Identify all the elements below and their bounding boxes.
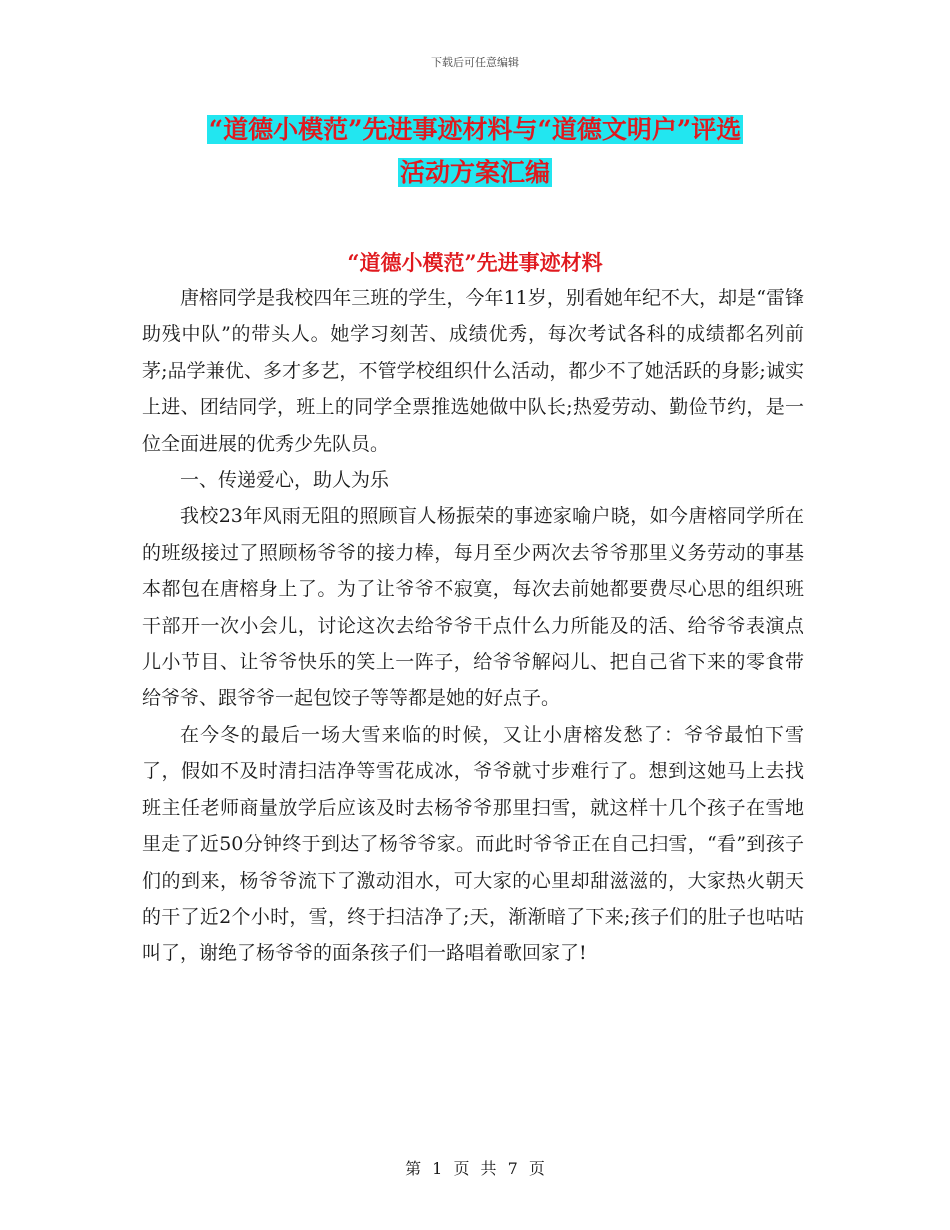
paragraph-heading: 一、传递爱心，助人为乐 [180,469,390,492]
page-number: 第 1 页 共 7 页 [405,1159,545,1178]
title-highlight: “道德小模范”先进事迹材料与“道德文明户”评选 [208,115,742,144]
title-highlight: 活动方案汇编 [399,158,550,187]
paragraph-snow: 在今冬的最后一场大雪来临的时候，又让小唐榕发愁了：爷爷最怕下雪了，假如不及时清扫洁净等雪花成冰，爷爷就寸步难行了。想到这她马上去找班主任老师商量放学后应该及时去杨爷爷那里扫雪，就这样十几个孩子在雪地里走了近50分钟终于到达了杨爷爷家。而此时爷爷正在自己扫雪，“看”到孩子们的到来，杨爷爷流下了激动泪水，可大家的心里却甜滋滋的，大家热火朝天的干了近2个小时，雪，终于扫洁净了;天，渐渐暗了下来;孩子们的肚子也咕咕叫了，谢绝了杨爷爷的面条孩子们一路唱着歌回家了! [142,723,804,965]
paragraph-care: 我校23年风雨无阻的照顾盲人杨振荣的事迹家喻户晓，如今唐榕同学所在的班级接过了照顾杨爷爷的接力棒，每月至少两次去爷爷那里义务劳动的事基本都包在唐榕身上了。为了让爷爷不寂寞，每次去前她都要费尽心思的组织班干部开一次小会儿，讨论这次去给爷爷干点什么力所能及的活、给爷爷表演点儿小节目、让爷爷快乐的笑上一阵子，给爷爷解闷儿、把自己省下来的零食带给爷爷、跟爷爷一起包饺子等等都是她的好点子。 [142,505,804,710]
document-title-line-1 [0,113,950,147]
document-title-line-2 [0,156,950,190]
section-title: “道德小模范”先进事迹材料 [347,250,603,275]
paragraph-intro: 唐榕同学是我校四年三班的学生，今年11岁，别看她年纪不大，却是“雷锋助残中队”的带头人。她学习刻苦、成绩优秀，每次考试各科的成绩都名列前茅;品学兼优、多才多艺，不管学校组织什么活动，都少不了她活跃的身影;诚实上进、团结同学，班上的同学全票推选她做中队长;热爱劳动、勤俭节约，是一位全面进展的优秀少先队员。 [142,287,804,455]
document-body [142,280,804,972]
header-note: 下载后可任意编辑 [431,56,519,69]
